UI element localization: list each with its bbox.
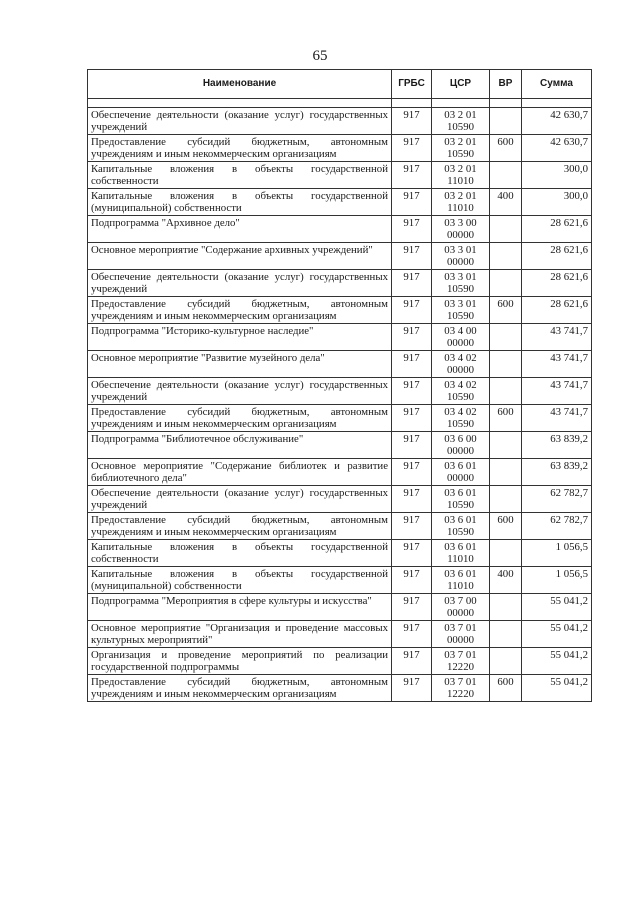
cell-grbs: 917 [392, 648, 432, 675]
cell-name: Предоставление субсидий бюджетным, автономным учреждениям и иным некоммерческим организациям [88, 675, 392, 702]
cell-csr: 03 6 01 10590 [432, 513, 490, 540]
cell-name: Капитальные вложения в объекты государственной (муниципальной) собственности [88, 189, 392, 216]
cell-sum: 55 041,2 [522, 648, 592, 675]
table-row [88, 594, 592, 621]
cell-vr [490, 243, 522, 270]
cell-sum: 1 056,5 [522, 540, 592, 567]
cell-name: Обеспечение деятельности (оказание услуг) государственных учреждений [88, 270, 392, 297]
table-row [88, 432, 592, 459]
cell-grbs: 917 [392, 324, 432, 351]
cell-vr: 600 [490, 405, 522, 432]
cell-sum: 55 041,2 [522, 621, 592, 648]
cell-vr [490, 324, 522, 351]
cell-grbs: 917 [392, 162, 432, 189]
cell-sum: 300,0 [522, 162, 592, 189]
cell-sum: 42 630,7 [522, 108, 592, 135]
cell-grbs: 917 [392, 189, 432, 216]
cell-csr: 03 6 01 10590 [432, 486, 490, 513]
cell-name: Обеспечение деятельности (оказание услуг) государственных учреждений [88, 486, 392, 513]
cell-name: Предоставление субсидий бюджетным, автономным учреждениям и иным некоммерческим организациям [88, 405, 392, 432]
cell-grbs: 917 [392, 567, 432, 594]
table-row [88, 459, 592, 486]
cell-csr: 03 7 00 00000 [432, 594, 490, 621]
cell-sum: 28 621,6 [522, 297, 592, 324]
table-row [88, 405, 592, 432]
cell-grbs: 917 [392, 351, 432, 378]
cell-grbs: 917 [392, 378, 432, 405]
table-row [88, 621, 592, 648]
cell-csr: 03 2 01 11010 [432, 189, 490, 216]
header-vr: ВР [490, 70, 522, 99]
cell-vr [490, 108, 522, 135]
header-name: Наименование [88, 70, 392, 99]
cell-name: Подпрограмма "Библиотечное обслуживание" [88, 432, 392, 459]
cell-name: Подпрограмма "Мероприятия в сфере культуры и искусства" [88, 594, 392, 621]
table-row [88, 108, 592, 135]
cell-name: Предоставление субсидий бюджетным, автономным учреждениям и иным некоммерческим организациям [88, 135, 392, 162]
cell-csr: 03 6 01 11010 [432, 567, 490, 594]
table-row [88, 135, 592, 162]
cell-sum: 42 630,7 [522, 135, 592, 162]
cell-name: Предоставление субсидий бюджетным, автономным учреждениям и иным некоммерческим организациям [88, 297, 392, 324]
cell-grbs: 917 [392, 540, 432, 567]
cell-csr: 03 6 00 00000 [432, 432, 490, 459]
cell-name: Подпрограмма "Историко-культурное наследие" [88, 324, 392, 351]
cell-vr: 600 [490, 135, 522, 162]
cell-csr: 03 3 01 10590 [432, 270, 490, 297]
cell-sum: 43 741,7 [522, 351, 592, 378]
table-row [88, 324, 592, 351]
cell-vr: 600 [490, 297, 522, 324]
table-row [88, 378, 592, 405]
cell-csr: 03 2 01 10590 [432, 135, 490, 162]
table-row [88, 216, 592, 243]
cell-sum: 62 782,7 [522, 486, 592, 513]
cell-grbs: 917 [392, 405, 432, 432]
cell-vr [490, 540, 522, 567]
cell-name: Предоставление субсидий бюджетным, автономным учреждениям и иным некоммерческим организациям [88, 513, 392, 540]
cell-vr [490, 486, 522, 513]
cell-csr: 03 6 01 00000 [432, 459, 490, 486]
header-spacer-row [88, 99, 592, 108]
cell-csr: 03 2 01 11010 [432, 162, 490, 189]
cell-vr [490, 378, 522, 405]
cell-sum: 43 741,7 [522, 405, 592, 432]
cell-name: Капитальные вложения в объекты государственной собственности [88, 162, 392, 189]
cell-csr: 03 7 01 12220 [432, 675, 490, 702]
cell-name: Капитальные вложения в объекты государственной собственности [88, 540, 392, 567]
cell-csr: 03 3 01 00000 [432, 243, 490, 270]
budget-table [87, 69, 592, 702]
cell-grbs: 917 [392, 432, 432, 459]
cell-grbs: 917 [392, 621, 432, 648]
header-csr: ЦСР [432, 70, 490, 99]
table-row [88, 540, 592, 567]
cell-vr [490, 594, 522, 621]
cell-vr [490, 351, 522, 378]
cell-csr: 03 7 01 00000 [432, 621, 490, 648]
cell-name: Обеспечение деятельности (оказание услуг) государственных учреждений [88, 108, 392, 135]
table-row [88, 351, 592, 378]
table-row [88, 297, 592, 324]
header-sum: Сумма [522, 70, 592, 99]
cell-csr: 03 4 00 00000 [432, 324, 490, 351]
cell-sum: 28 621,6 [522, 243, 592, 270]
cell-vr: 400 [490, 567, 522, 594]
cell-vr [490, 216, 522, 243]
cell-sum: 43 741,7 [522, 324, 592, 351]
cell-grbs: 917 [392, 216, 432, 243]
table-row [88, 243, 592, 270]
table-header-row [88, 70, 592, 99]
cell-name: Обеспечение деятельности (оказание услуг) государственных учреждений [88, 378, 392, 405]
cell-vr: 600 [490, 675, 522, 702]
cell-grbs: 917 [392, 594, 432, 621]
cell-vr [490, 270, 522, 297]
cell-csr: 03 4 02 10590 [432, 405, 490, 432]
cell-csr: 03 4 02 10590 [432, 378, 490, 405]
cell-grbs: 917 [392, 135, 432, 162]
cell-sum: 43 741,7 [522, 378, 592, 405]
table-row [88, 648, 592, 675]
table-row [88, 513, 592, 540]
cell-grbs: 917 [392, 513, 432, 540]
cell-sum: 63 839,2 [522, 432, 592, 459]
cell-name: Основное мероприятие "Содержание библиотек и развитие библиотечного дела" [88, 459, 392, 486]
cell-grbs: 917 [392, 675, 432, 702]
cell-sum: 28 621,6 [522, 216, 592, 243]
cell-csr: 03 4 02 00000 [432, 351, 490, 378]
cell-name: Организация и проведение мероприятий по реализации государственной подпрограммы [88, 648, 392, 675]
cell-grbs: 917 [392, 486, 432, 513]
cell-vr [490, 648, 522, 675]
cell-csr: 03 2 01 10590 [432, 108, 490, 135]
cell-vr [490, 621, 522, 648]
table-row [88, 675, 592, 702]
cell-vr [490, 459, 522, 486]
cell-sum: 300,0 [522, 189, 592, 216]
table-row [88, 486, 592, 513]
cell-sum: 62 782,7 [522, 513, 592, 540]
table-row [88, 162, 592, 189]
cell-vr: 600 [490, 513, 522, 540]
table-row [88, 270, 592, 297]
cell-name: Капитальные вложения в объекты государственной (муниципальной) собственности [88, 567, 392, 594]
header-grbs: ГРБС [392, 70, 432, 99]
cell-vr [490, 162, 522, 189]
cell-name: Подпрограмма "Архивное дело" [88, 216, 392, 243]
cell-sum: 28 621,6 [522, 270, 592, 297]
cell-csr: 03 7 01 12220 [432, 648, 490, 675]
page-number: 65 [312, 48, 328, 64]
cell-sum: 55 041,2 [522, 594, 592, 621]
cell-csr: 03 3 01 10590 [432, 297, 490, 324]
cell-vr [490, 432, 522, 459]
cell-name: Основное мероприятие "Организация и проведение массовых культурных мероприятий" [88, 621, 392, 648]
cell-name: Основное мероприятие "Содержание архивных учреждений" [88, 243, 392, 270]
cell-name: Основное мероприятие "Развитие музейного дела" [88, 351, 392, 378]
cell-grbs: 917 [392, 270, 432, 297]
cell-grbs: 917 [392, 108, 432, 135]
cell-csr: 03 3 00 00000 [432, 216, 490, 243]
cell-grbs: 917 [392, 297, 432, 324]
cell-vr: 400 [490, 189, 522, 216]
cell-sum: 55 041,2 [522, 675, 592, 702]
cell-sum: 1 056,5 [522, 567, 592, 594]
cell-csr: 03 6 01 11010 [432, 540, 490, 567]
cell-grbs: 917 [392, 459, 432, 486]
table-row [88, 567, 592, 594]
cell-grbs: 917 [392, 243, 432, 270]
table-row [88, 189, 592, 216]
cell-sum: 63 839,2 [522, 459, 592, 486]
